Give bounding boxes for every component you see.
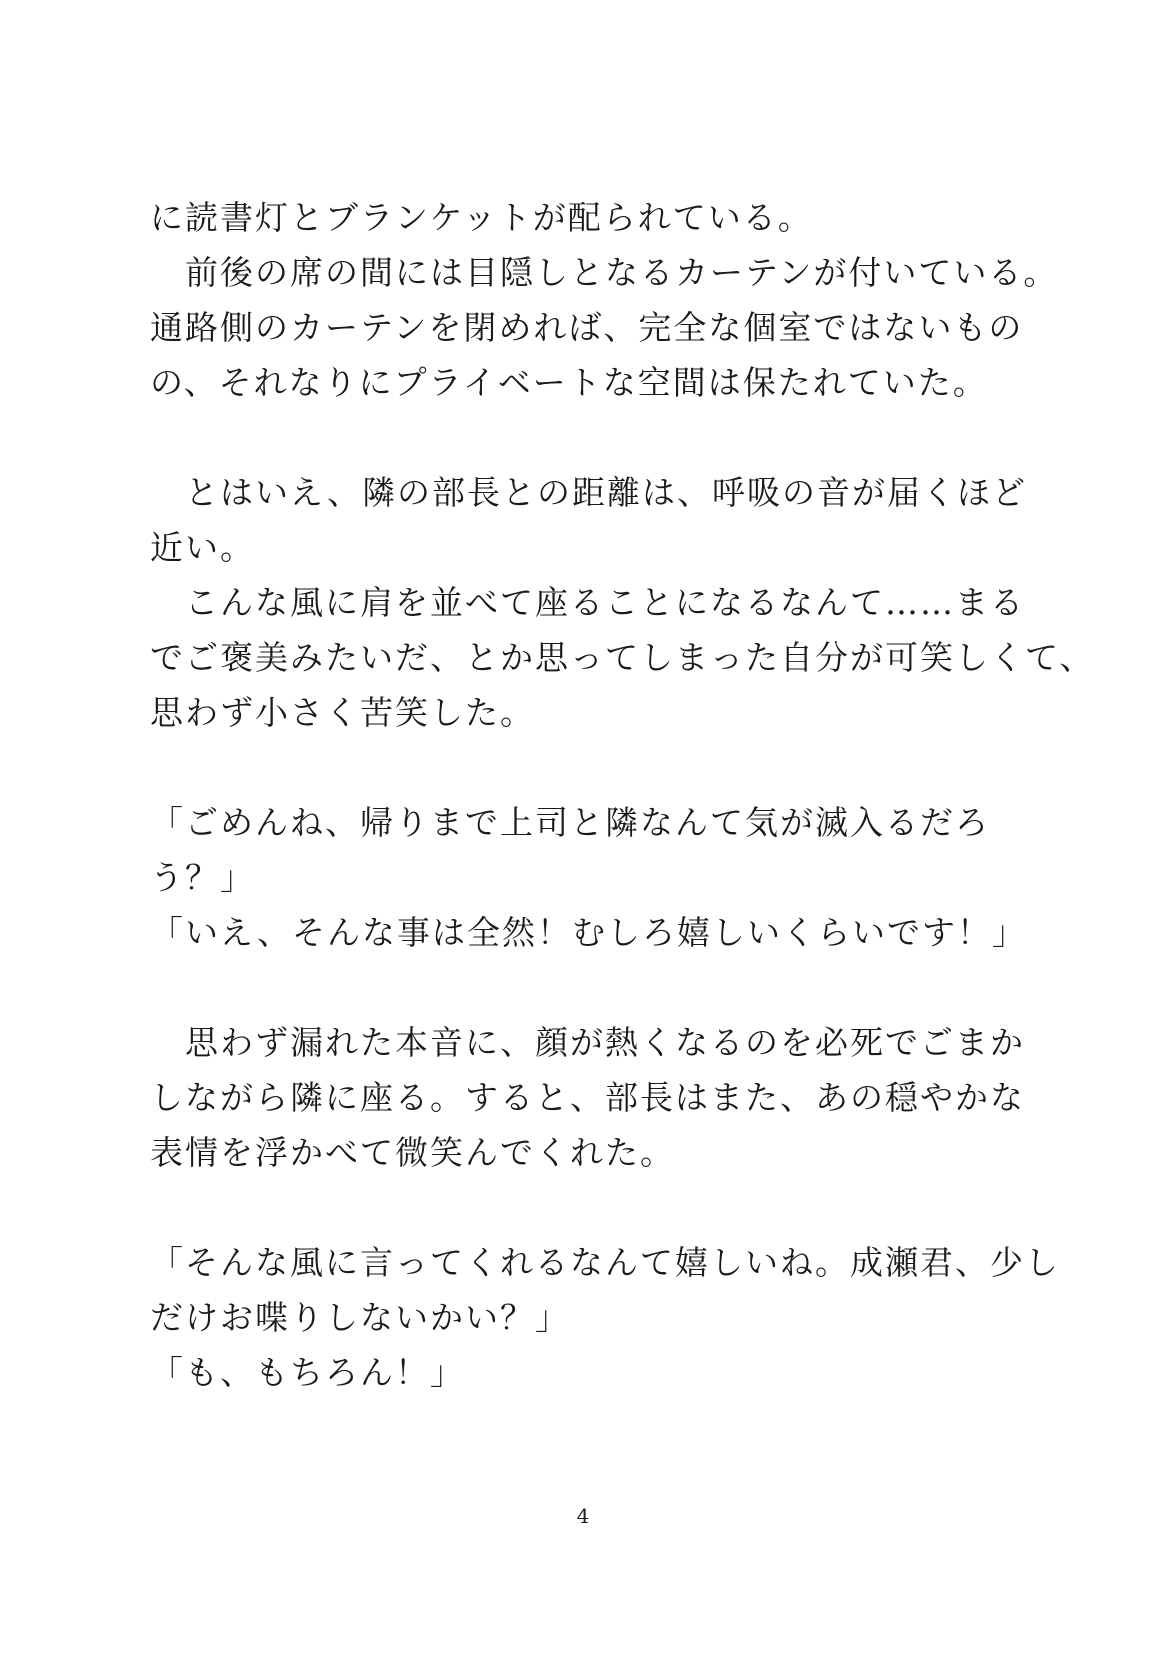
- text-line: 「も、もちろん！」: [150, 1353, 465, 1392]
- text-line: う？」: [150, 858, 255, 897]
- text-line: 「そんな風に言ってくれるなんて嬉しいね。成瀬君、少し: [150, 1243, 1060, 1282]
- text-line: 思わず小さく苦笑した。: [150, 693, 535, 732]
- text-line: でご褒美みたいだ、とか思ってしまった自分が可笑しくて、: [150, 638, 1095, 677]
- text-line: 「いえ、そんな事は全然！むしろ嬉しいくらいです！」: [150, 913, 1027, 952]
- blank-line: [150, 1180, 1030, 1235]
- page-number: 4: [576, 1504, 590, 1528]
- text-line: こんな風に肩を並べて座ることになるなんて……まる: [150, 583, 1025, 622]
- text-line: 思わず漏れた本音に、顔が熱くなるのを必死でごまか: [150, 1023, 1025, 1062]
- body-text: [150, 190, 1095, 1400]
- blank-line: [150, 960, 1030, 1015]
- text-line: しながら隣に座る。すると、部長はまた、あの穏やかな: [150, 1078, 1025, 1117]
- text-line: 表情を浮かべて微笑んでくれた。: [150, 1133, 675, 1172]
- text-line: 「ごめんね、帰りまで上司と隣なんて気が滅入るだろ: [150, 803, 990, 842]
- text-line: 前後の席の間には目隠しとなるカーテンが付いている。: [150, 253, 1059, 292]
- blank-line: [150, 740, 1030, 795]
- text-line: だけお喋りしないかい？」: [150, 1298, 570, 1337]
- text-line: とはいえ、隣の部長との距離は、呼吸の音が届くほど: [150, 473, 1027, 512]
- text-line: に読書灯とブランケットが配られている。: [150, 198, 813, 237]
- text-line: 通路側のカーテンを閉めれば、完全な個室ではないもの: [150, 308, 1024, 347]
- text-line: 近い。: [150, 528, 255, 567]
- blank-line: [150, 410, 1030, 465]
- text-line: の、それなりにプライベートな空間は保たれていた。: [150, 363, 988, 402]
